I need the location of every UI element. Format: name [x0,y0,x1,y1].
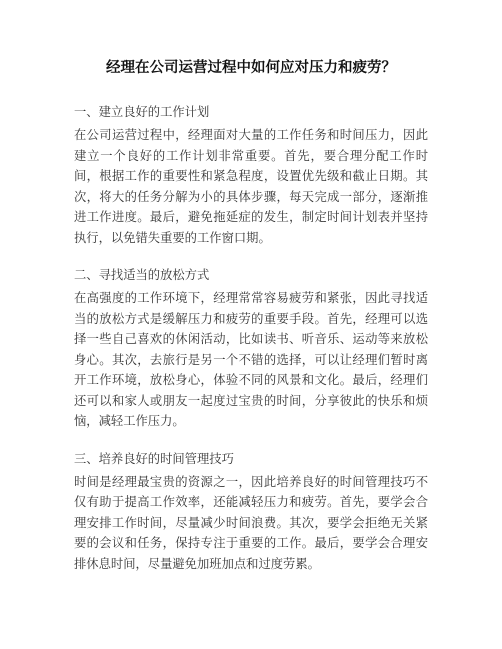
section-heading: 一、建立良好的工作计划 [74,105,210,119]
section-paragraph: 在公司运营过程中，经理面对大量的工作任务和时间压力，因此建立一个良好的工作计划非常重要。首先，要合理分配工作时间，根据工作的重要性和紧急程度，设置优先级和截止日期。其次，将大的任务分解为小的具体步骤，每天完成一部分，逐渐推进工作进度。最后，避免拖延症的发生，制定时间计划表并坚持执行，以免错失重要的工作窗口期。 [74,128,428,245]
section-heading: 三、培养良好的时间管理技巧 [74,451,234,466]
section-relaxation [74,265,428,432]
section-paragraph: 在高强度的工作环境下，经理常常容易疲劳和紧张，因此寻找适当的放松方式是缓解压力和疲劳的重要手段。首先，经理可以选择一些自己喜欢的休闲活动，比如读书、听音乐、运动等来放松身心。其次，去旅行是另一个不错的选择，可以让经理们暂时离开工作环境，放松身心，体验不同的风景和文化。最后，经理们还可以和家人或朋友一起度过宝贵的时间，分享彼此的快乐和烦恼，减轻工作压力。 [74,291,428,428]
section-time-management [74,449,428,575]
document-title: 经理在公司运营过程中如何应对压力和疲劳？ [106,60,396,76]
section-paragraph: 时间是经理最宝贵的资源之一，因此培养良好的时间管理技巧不仅有助于提高工作效率，还能减轻压力和疲劳。首先，要学会合理安排工作时间，尽量减少时间浪费。其次，要学会拒绝无关紧要的会议和任务，保持专注于重要的工作。最后，要学会合理安排休息时间，尽量避免加班加点和过度劳累。 [74,474,428,571]
section-heading: 二、寻找适当的放松方式 [74,268,210,282]
section-work-plan [74,102,428,248]
